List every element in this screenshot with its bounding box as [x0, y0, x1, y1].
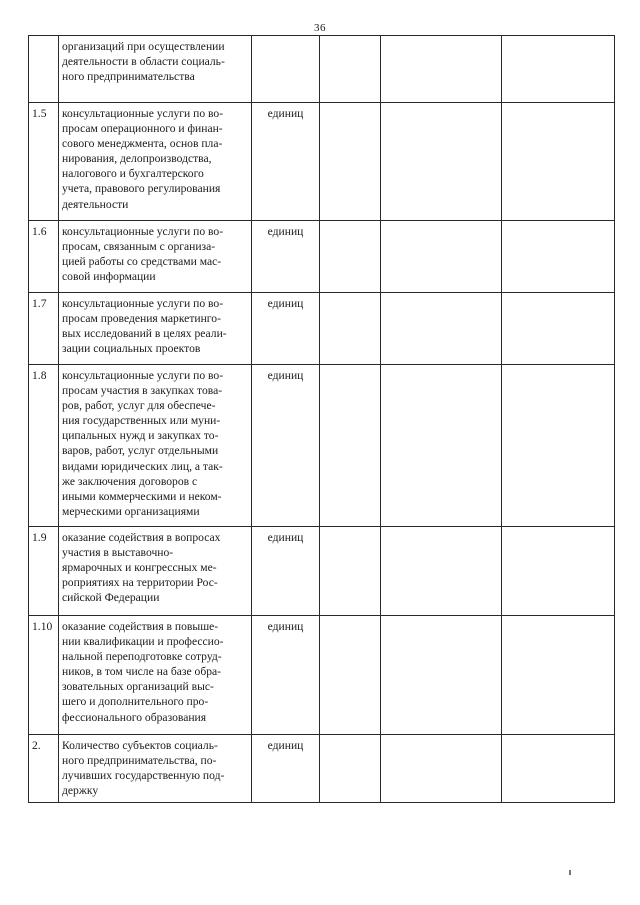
value-cell-1 — [320, 527, 381, 616]
indicator-name-line: учета, правового регулирования — [62, 182, 221, 196]
indicator-name-line: цией работы со средствами мас- — [62, 255, 222, 269]
indicator-name-line: консультационные услуги по во- — [62, 369, 224, 382]
unit-label: единиц — [267, 225, 304, 238]
indicator-name-line: лучивших государственную под- — [62, 769, 225, 783]
unit-cell — [252, 735, 320, 803]
unit-label: единиц — [267, 531, 304, 544]
indicator-name-line: просам, связанным с организа- — [62, 240, 216, 254]
unit-label: единиц — [267, 297, 304, 310]
indicator-name-line: зовательных организаций выс- — [62, 680, 214, 694]
indicator-name-cell — [59, 103, 252, 221]
indicator-name-line: налогового и бухгалтерского — [62, 167, 204, 181]
indicator-name-line: роприятиях на территории Рос- — [62, 576, 218, 590]
row-number-cell: 1.9 — [29, 527, 59, 616]
indicator-name-cell — [59, 735, 252, 803]
value-cell-2 — [381, 103, 502, 221]
unit-label: единиц — [267, 107, 304, 120]
indicator-name-line: просам проведения маркетинго- — [62, 312, 221, 326]
indicator-table — [28, 35, 615, 803]
unit-label: единиц — [267, 739, 304, 752]
indicator-name-line: участия в выставочно- — [62, 546, 174, 560]
unit-label: единиц — [267, 620, 304, 633]
row-number-cell: 1.5 — [29, 103, 59, 221]
indicator-name-line: консультационные услуги по во- — [62, 225, 224, 238]
indicator-name-line: организаций при осуществлении — [62, 40, 225, 53]
unit-cell — [252, 616, 320, 735]
indicator-name-line: сового менеджмента, основ пла- — [62, 137, 223, 151]
indicator-name-line: мерческими организациями — [62, 504, 200, 518]
indicator-name-line: вых исследований в целях реали- — [62, 327, 227, 341]
row-number-cell — [29, 36, 59, 103]
scan-mark — [569, 870, 571, 875]
indicator-name-line: Количество субъектов социаль- — [62, 739, 218, 752]
value-cell-2 — [381, 616, 502, 735]
indicator-name-line: ров, работ, услуг для обеспече- — [62, 399, 216, 413]
indicator-name-line: ного предпринимательства, по- — [62, 754, 217, 768]
table-row — [29, 221, 615, 293]
table-row — [29, 527, 615, 616]
indicator-name-line: же заключения договоров с — [62, 474, 198, 488]
indicator-name-line: варов, работ, услуг отдельными — [62, 444, 219, 458]
table-row — [29, 36, 615, 103]
row-number-cell: 1.6 — [29, 221, 59, 293]
table-row — [29, 103, 615, 221]
indicator-name-line: ципальных нужд и закупках то- — [62, 429, 219, 443]
unit-cell — [252, 293, 320, 365]
indicator-name-cell — [59, 527, 252, 616]
indicator-name-line: консультационные услуги по во- — [62, 297, 224, 310]
unit-cell — [252, 527, 320, 616]
value-cell-1 — [320, 293, 381, 365]
indicator-name-cell — [59, 365, 252, 527]
unit-cell — [252, 365, 320, 527]
unit-cell — [252, 103, 320, 221]
value-cell-1 — [320, 103, 381, 221]
value-cell-2 — [381, 293, 502, 365]
indicator-name-line: нальной переподготовке сотруд- — [62, 650, 222, 664]
indicator-name-line: совой информации — [62, 270, 156, 284]
table-row — [29, 293, 615, 365]
indicator-name-line: просам операционного и финан- — [62, 122, 223, 136]
indicator-name-cell — [59, 36, 252, 103]
indicator-name-line: деятельности — [62, 197, 129, 211]
indicator-name-cell — [59, 221, 252, 293]
indicator-name-line: ярмарочных и конгрессных ме- — [62, 561, 217, 575]
page-number: 36 — [314, 22, 326, 34]
value-cell-1 — [320, 616, 381, 735]
table-row — [29, 616, 615, 735]
indicator-name-line: деятельности в области социаль- — [62, 55, 225, 69]
value-cell-1 — [320, 221, 381, 293]
row-number-cell: 2. — [29, 735, 59, 803]
indicator-name-line: шего и дополнительного про- — [62, 695, 209, 709]
value-cell-1 — [320, 735, 381, 803]
indicator-name-line: фессионального образования — [62, 710, 207, 724]
indicator-name-line: оказание содействия в повыше- — [62, 620, 219, 633]
indicator-name-cell — [59, 616, 252, 735]
indicator-name-line: оказание содействия в вопросах — [62, 531, 221, 544]
value-cell-3 — [502, 365, 615, 527]
value-cell-1 — [320, 36, 381, 103]
indicator-name-line: ного предпринимательства — [62, 70, 195, 84]
row-number-cell: 1.8 — [29, 365, 59, 527]
indicator-name-line: держку — [62, 784, 99, 798]
row-number-cell: 1.10 — [29, 616, 59, 735]
indicator-name-line: ников, в том числе на базе обра- — [62, 665, 222, 679]
indicator-name-line: иными коммерческими и неком- — [62, 489, 222, 503]
value-cell-2 — [381, 221, 502, 293]
indicator-name-line: просам участия в закупках това- — [62, 384, 223, 398]
table-row — [29, 365, 615, 527]
indicator-name-line: видами юридических лиц, а так- — [62, 459, 223, 473]
unit-cell — [252, 36, 320, 103]
value-cell-3 — [502, 735, 615, 803]
unit-label: единиц — [267, 369, 304, 382]
unit-cell — [252, 221, 320, 293]
value-cell-3 — [502, 293, 615, 365]
indicator-name-line: зации социальных проектов — [62, 342, 201, 356]
value-cell-3 — [502, 36, 615, 103]
table-body — [29, 36, 615, 803]
indicator-name-line: сийской Федерации — [62, 591, 160, 605]
value-cell-3 — [502, 616, 615, 735]
value-cell-2 — [381, 365, 502, 527]
indicator-name-cell — [59, 293, 252, 365]
indicator-name-line: консультационные услуги по во- — [62, 107, 224, 120]
value-cell-2 — [381, 36, 502, 103]
value-cell-3 — [502, 221, 615, 293]
row-number-cell: 1.7 — [29, 293, 59, 365]
value-cell-2 — [381, 527, 502, 616]
indicator-name-line: нии квалификации и профессио- — [62, 635, 224, 649]
indicator-name-line: нирования, делопроизводства, — [62, 152, 212, 166]
value-cell-3 — [502, 527, 615, 616]
indicator-name-line: ния государственных или муни- — [62, 414, 221, 428]
value-cell-1 — [320, 365, 381, 527]
table-row — [29, 735, 615, 803]
value-cell-3 — [502, 103, 615, 221]
value-cell-2 — [381, 735, 502, 803]
